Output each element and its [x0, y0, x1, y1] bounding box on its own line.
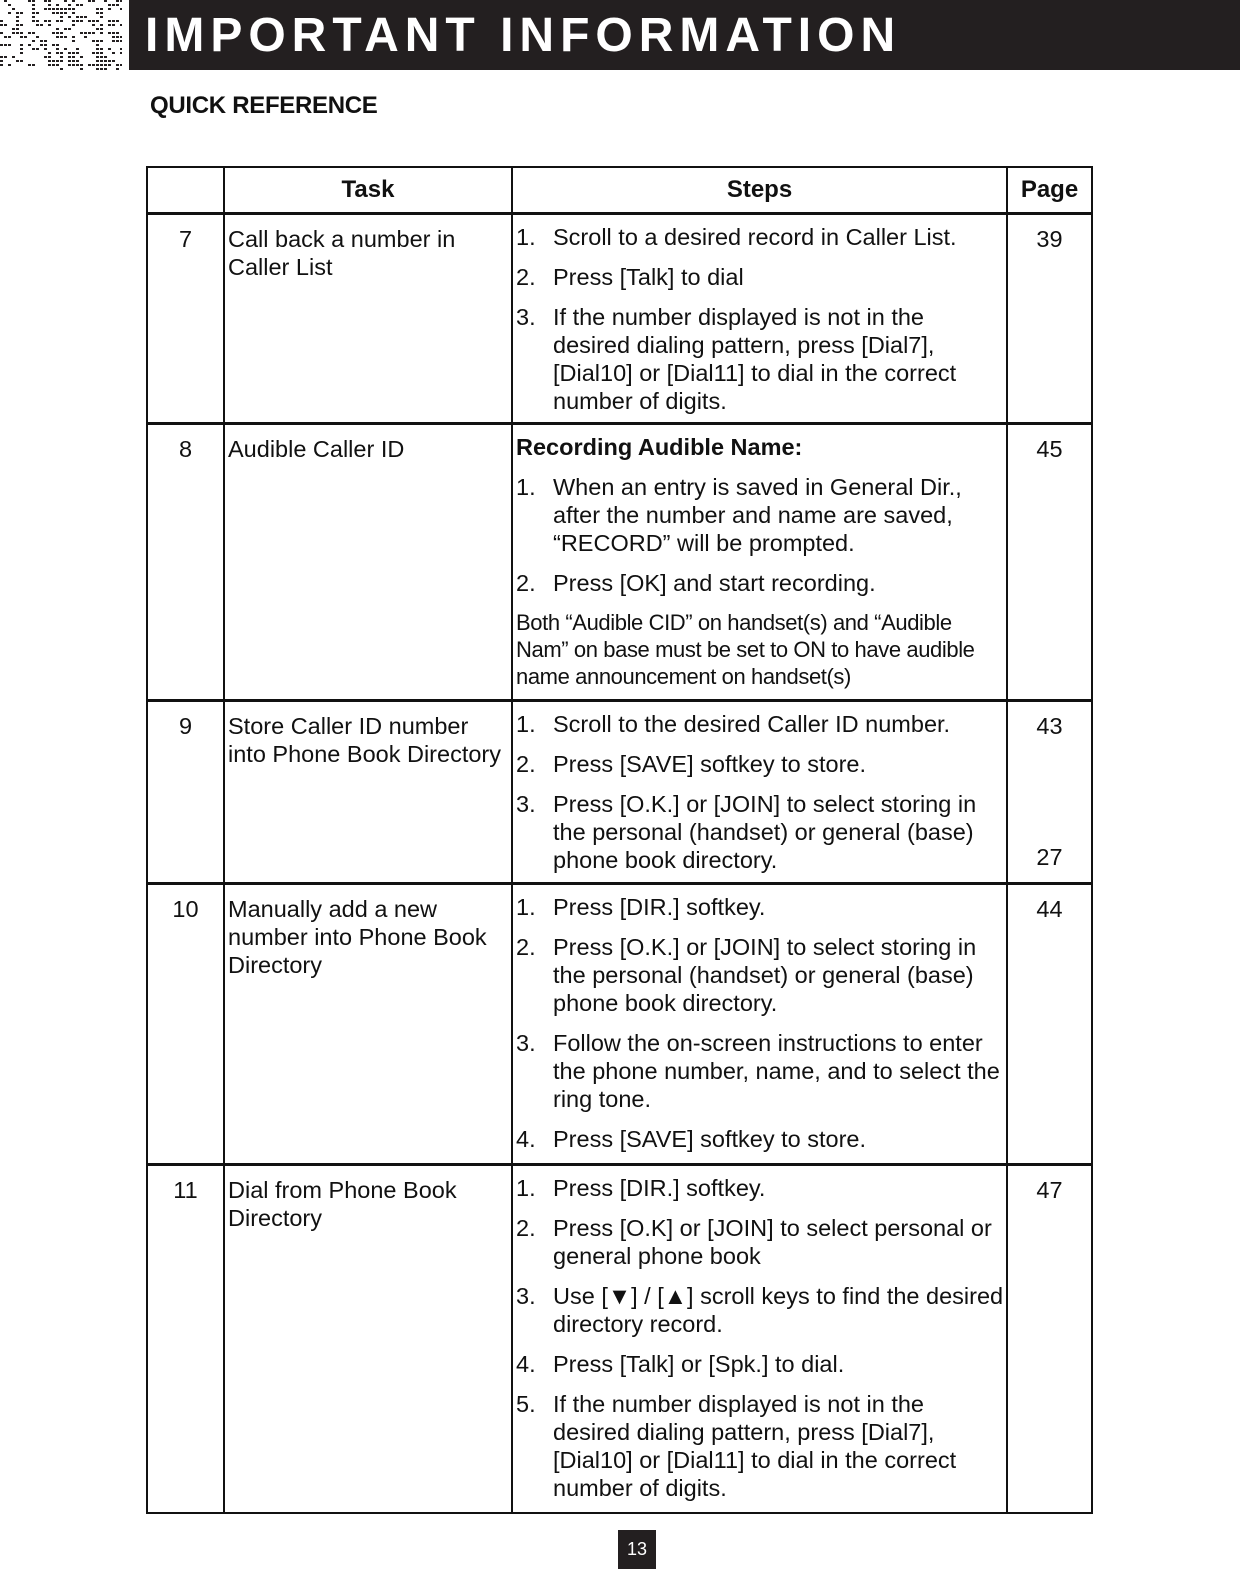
steps-note: Both “Audible CID” on handset(s) and “Audible Nam” on base must be set to ON to have audible name announcement on handset(s) [516, 610, 975, 689]
step-text: Scroll to a desired record in Caller List. [553, 224, 957, 250]
row-number: 10 [147, 884, 224, 1165]
task-cell: Dial from Phone Book Directory [224, 1165, 512, 1513]
step-item: 1. Scroll to the desired Caller ID number. [516, 711, 951, 737]
step-item: 1. Press [DIR.] softkey. [516, 1175, 766, 1201]
page-cell: 39 [1007, 214, 1092, 424]
steps-list [516, 893, 1004, 1153]
section-title: QUICK REFERENCE [150, 92, 378, 119]
header-bar [129, 0, 1240, 70]
step-text: Follow the on-screen instructions to enter the phone number, name, and to select the ring tone. [553, 1030, 1000, 1112]
step-text: Press [Talk] to dial [553, 264, 744, 290]
table-row [147, 701, 1092, 884]
page-cell: 43 [1007, 701, 1092, 884]
step-item: 1. Press [DIR.] softkey. [516, 894, 766, 920]
steps-cell [512, 884, 1007, 1165]
step-item: 3. Use [▼] / [▲] scroll keys to find the desired directory record. [516, 1283, 1004, 1337]
step-text: Press [DIR.] softkey. [553, 1175, 766, 1201]
step-text: Press [O.K.] or [JOIN] to select storing in the personal (handset) or general (base) phone book directory. [553, 934, 977, 1016]
step-item: 4. Press [Talk] or [Spk.] to dial. [516, 1351, 845, 1377]
row-number: 11 [147, 1165, 224, 1513]
step-item: 2. Press [O.K.] or [JOIN] to select storing in the personal (handset) or general (base) phone book directory. [516, 934, 977, 1016]
steps-cell [512, 214, 1007, 424]
page-cell: 44 [1007, 884, 1092, 1165]
steps-list [516, 710, 1004, 874]
task-cell: Call back a number in Caller List [224, 214, 512, 424]
step-text: Scroll to the desired Caller ID number. [553, 711, 951, 737]
row-number: 9 [147, 701, 224, 884]
step-item: 2. Press [O.K] or [JOIN] to select personal or general phone book [516, 1215, 992, 1269]
step-text: Press [O.K.] or [JOIN] to select storing in the personal (handset) or general (base) phone book directory. [553, 791, 977, 873]
steps-cell [512, 424, 1007, 701]
step-item: 2. Press [OK] and start recording. [516, 570, 876, 596]
table-header-row [147, 167, 1092, 214]
step-text: Press [O.K] or [JOIN] to select personal or general phone book [553, 1215, 992, 1269]
steps-cell [512, 1165, 1007, 1513]
column-header-task: Task [224, 167, 512, 214]
step-item: 3. If the number displayed is not in the desired dialing pattern, press [Dial7], [Dial10] or [Dial11] to dial in the correct number of digits. [516, 304, 957, 414]
steps-list [516, 1174, 1004, 1502]
step-text: Press [DIR.] softkey. [553, 894, 766, 920]
step-item: 2. Press [SAVE] softkey to store. [516, 751, 867, 777]
page-cell: 47 [1007, 1165, 1092, 1513]
steps-subheading: Recording Audible Name: [516, 434, 803, 460]
table-row [147, 214, 1092, 424]
step-item: 3. Follow the on-screen instructions to enter the phone number, name, and to select the ring tone. [516, 1030, 1000, 1112]
step-text: Press [SAVE] softkey to store. [553, 1126, 867, 1152]
table-row [147, 424, 1092, 701]
quick-reference-table [146, 166, 1093, 1514]
step-item: 2. Press [Talk] to dial [516, 264, 744, 290]
steps-list [516, 223, 1004, 415]
step-item: 4. Press [SAVE] softkey to store. [516, 1126, 867, 1152]
header-decorative-pattern [0, 0, 122, 70]
page-title: IMPORTANT INFORMATION [145, 8, 902, 62]
steps-list [516, 473, 1004, 597]
row-number: 8 [147, 424, 224, 701]
step-text: If the number displayed is not in the desired dialing pattern, press [Dial7], [Dial10] or [Dial11] to dial in the correct number of digits. [553, 1391, 957, 1501]
step-text: If the number displayed is not in the desired dialing pattern, press [Dial7], [Dial10] or [Dial11] to dial in the correct number of digits. [553, 304, 957, 414]
task-cell: Manually add a new number into Phone Book Directory [224, 884, 512, 1165]
step-item: 1. When an entry is saved in General Dir., after the number and name are saved, “RECORD” will be prompted. [516, 474, 962, 556]
task-cell: Audible Caller ID [224, 424, 512, 701]
page-reference-secondary: 27 [1036, 844, 1063, 870]
step-text: When an entry is saved in General Dir., after the number and name are saved, “RECORD” will be prompted. [553, 474, 962, 556]
column-header-page: Page [1007, 167, 1092, 214]
step-text: Use [▼] / [▲] scroll keys to find the desired directory record. [553, 1283, 1004, 1337]
column-header-steps: Steps [512, 167, 1007, 214]
column-header-number [147, 167, 224, 214]
step-text: Press [Talk] or [Spk.] to dial. [553, 1351, 845, 1377]
task-cell: Store Caller ID number into Phone Book Directory [224, 701, 512, 884]
steps-cell [512, 701, 1007, 884]
row-number: 7 [147, 214, 224, 424]
table-row [147, 1165, 1092, 1513]
table-row [147, 884, 1092, 1165]
step-text: Press [SAVE] softkey to store. [553, 751, 867, 777]
step-text: Press [OK] and start recording. [553, 570, 876, 596]
step-item: 1. Scroll to a desired record in Caller List. [516, 224, 957, 250]
page-number: 13 [618, 1530, 656, 1569]
step-item: 3. Press [O.K.] or [JOIN] to select storing in the personal (handset) or general (base) phone book directory. [516, 791, 977, 873]
page-reference: 45 [1036, 436, 1063, 462]
step-item: 5. If the number displayed is not in the desired dialing pattern, press [Dial7], [Dial10] or [Dial11] to dial in the correct number of digits. [516, 1391, 957, 1501]
